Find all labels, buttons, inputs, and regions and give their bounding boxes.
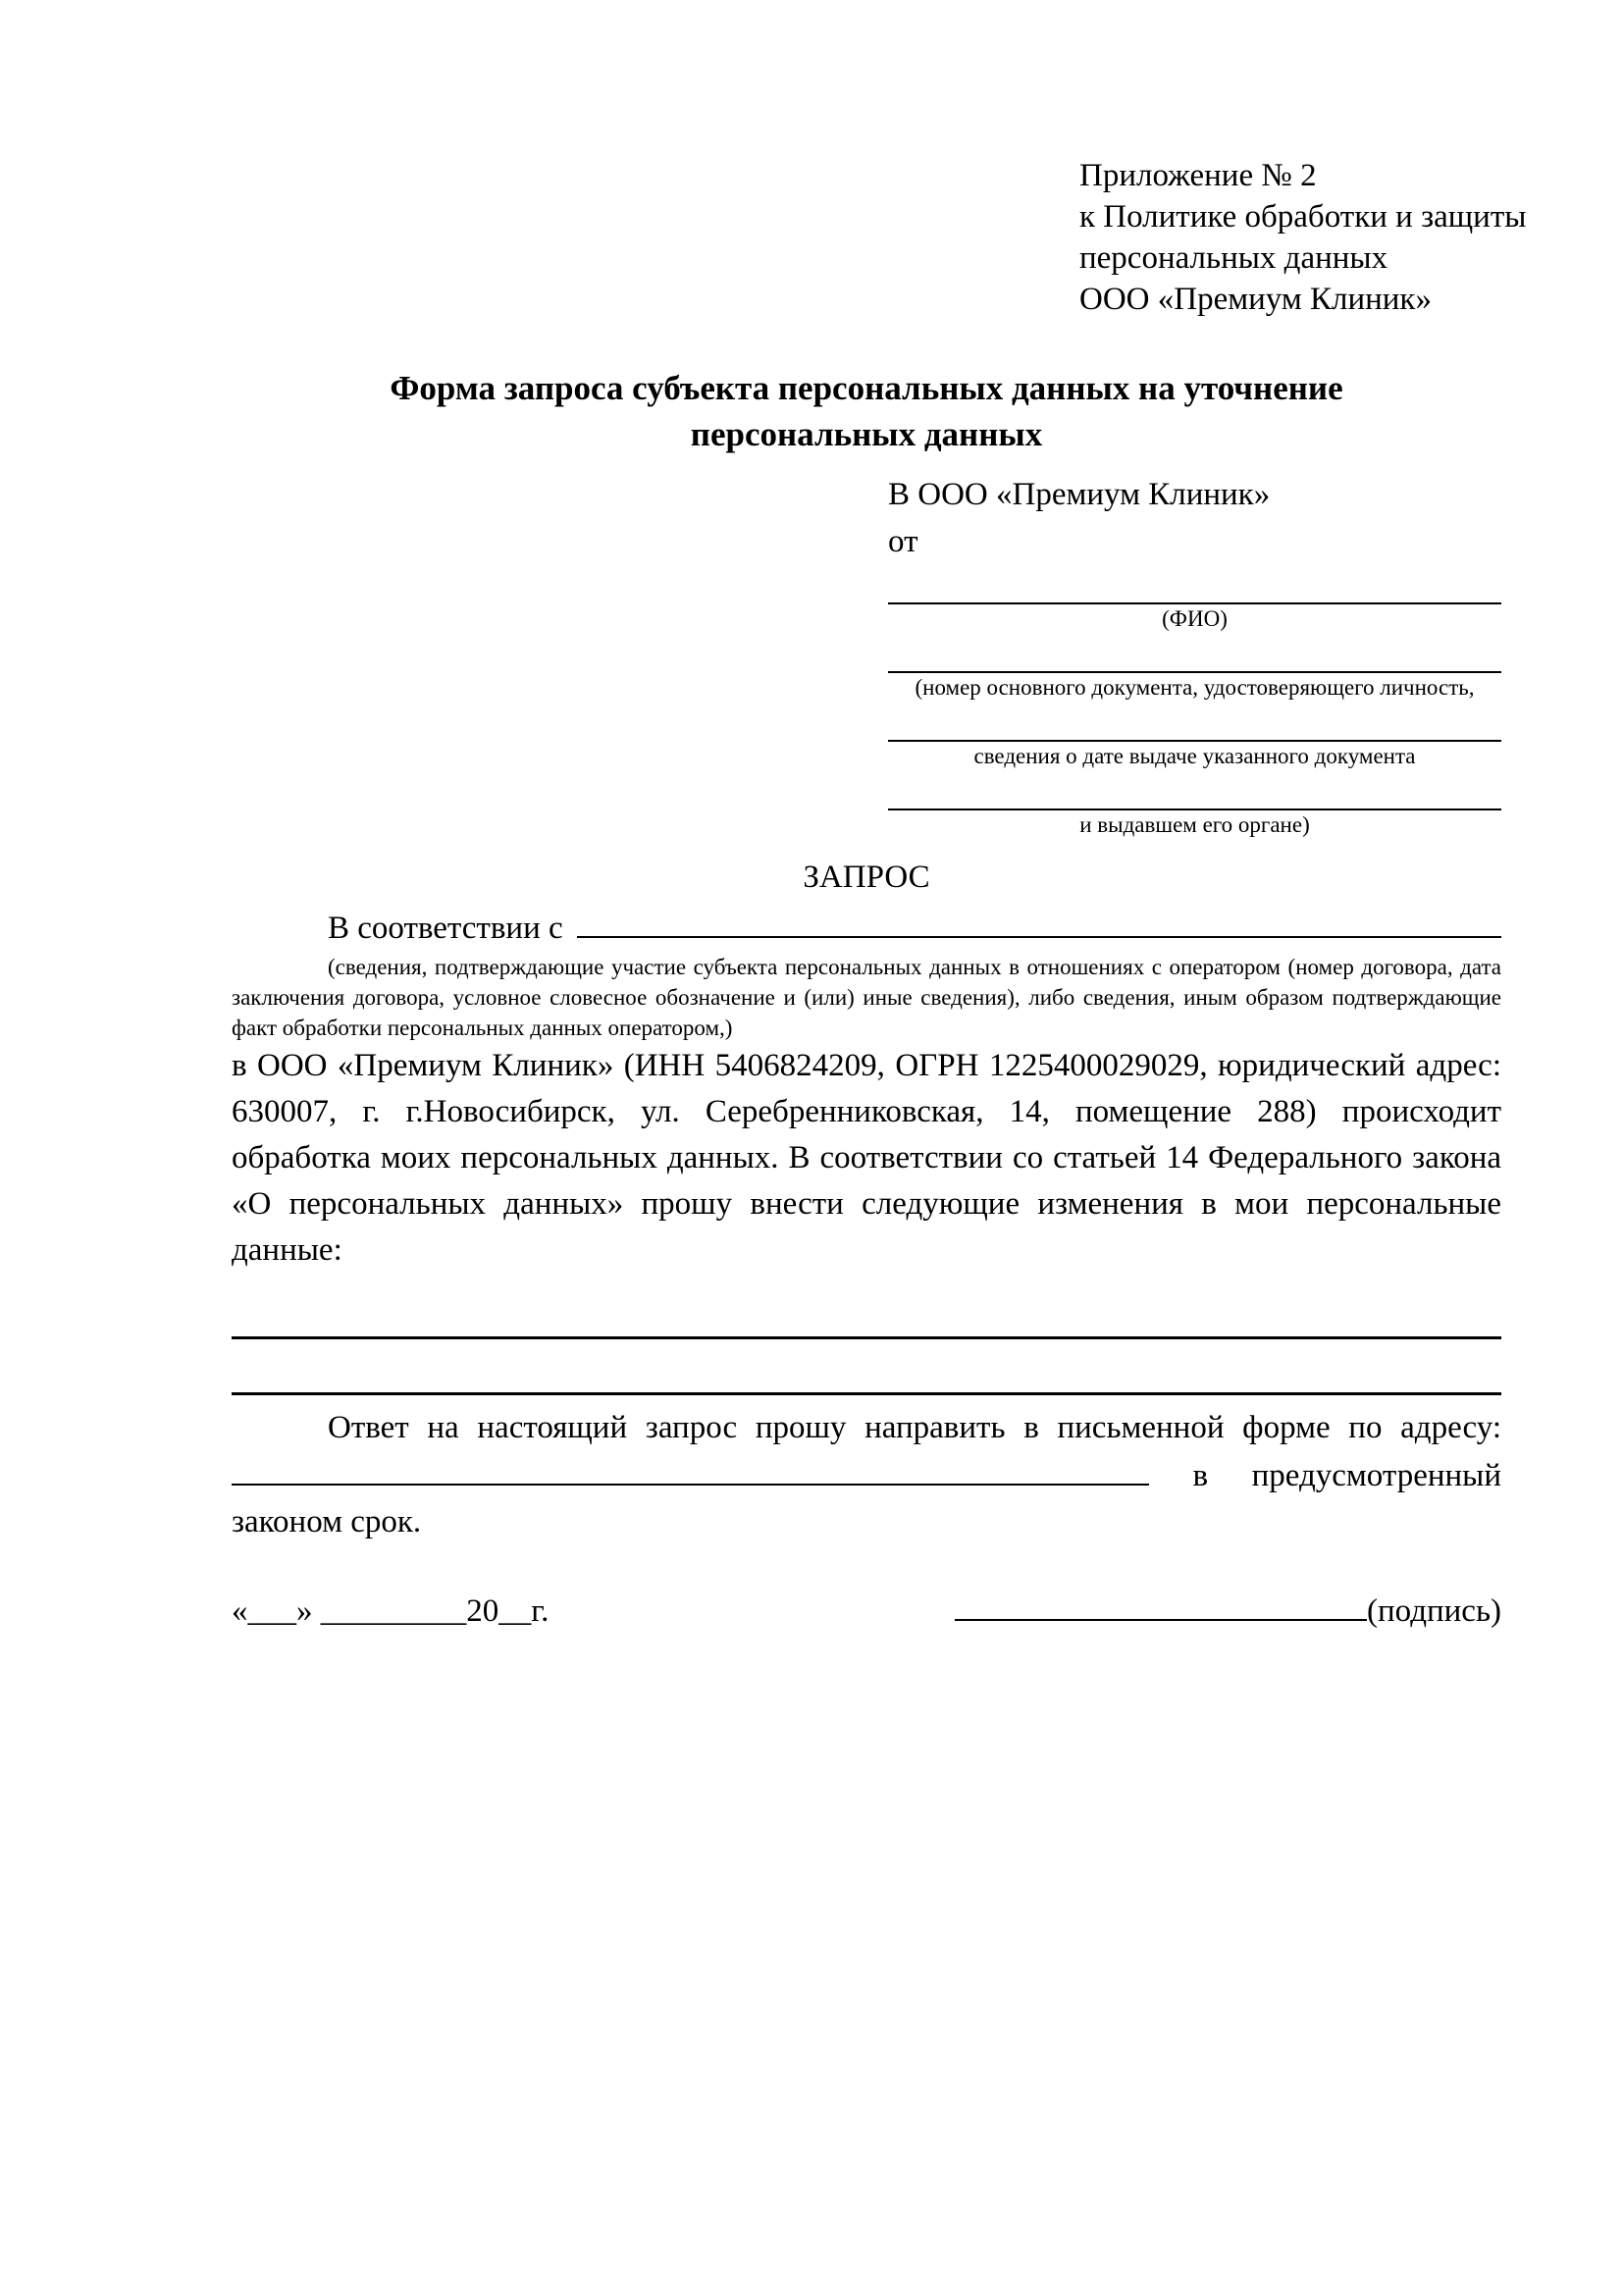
document-issue-date-caption: сведения о дате выдаче указанного документа bbox=[973, 744, 1416, 768]
document-number-caption: (номер основного документа, удостоверяющего личность, bbox=[915, 675, 1475, 700]
changes-blank-line-2 bbox=[232, 1339, 1501, 1395]
signature-group bbox=[955, 1587, 1501, 1635]
date-signature-row bbox=[232, 1587, 1501, 1635]
document-number-blank-line bbox=[888, 646, 1501, 673]
address-blank-line bbox=[232, 1451, 1149, 1486]
appendix-block bbox=[1079, 155, 1527, 320]
document-issuer-field bbox=[888, 783, 1501, 840]
request-body-paragraph: в ООО «Премиум Клиник» (ИНН 5406824209, ОГРН 1225400029029, юридический адрес: 630007, г. г.Новосибирск, ул. Серебренниковская, 14, помещение 288) происходит обработка моих персональных данных. В соответствии со статьей 14 Федерального закона «О персональных данных» прошу внести следующие изменения в мои персональные данные: bbox=[232, 1048, 1501, 1268]
date-blank: «___» _________20__г. bbox=[232, 1593, 550, 1629]
addressee-from-label: от bbox=[888, 524, 918, 559]
answer-text-before: Ответ на настоящий запрос прошу направить в письменной форме по адресу: bbox=[328, 1410, 1501, 1445]
signature-caption: (подпись) bbox=[1367, 1593, 1501, 1629]
request-heading: ЗАПРОС bbox=[803, 860, 930, 895]
addressee-block bbox=[888, 471, 1501, 840]
appendix-line-2: к Политике обработки и защиты bbox=[1079, 199, 1527, 235]
accordance-blank-line bbox=[577, 903, 1501, 938]
document-issuer-blank-line bbox=[888, 783, 1501, 810]
answer-text-after: в предусмотренный законом срок. bbox=[232, 1458, 1501, 1539]
document-issuer-caption: и выдавшем его органе) bbox=[1079, 812, 1310, 837]
accordance-lead: В соответствии с bbox=[328, 911, 563, 946]
changes-blank-line-1 bbox=[232, 1283, 1501, 1339]
fio-blank-line bbox=[888, 577, 1501, 604]
document-title: Форма запроса субъекта персональных данных на уточнение персональных данных bbox=[390, 369, 1343, 453]
addressee-to: В ООО «Премиум Клиник» bbox=[888, 477, 1271, 512]
appendix-line-4: ООО «Премиум Клиник» bbox=[1079, 282, 1432, 317]
answer-paragraph bbox=[232, 1405, 1501, 1545]
signature-blank-line bbox=[955, 1587, 1367, 1621]
document-number-field bbox=[888, 646, 1501, 703]
document-issue-date-field bbox=[888, 714, 1501, 771]
fio-field bbox=[888, 577, 1501, 634]
appendix-line-1: Приложение № 2 bbox=[1079, 158, 1317, 193]
fio-caption: (ФИО) bbox=[1162, 606, 1228, 631]
accordance-line bbox=[232, 903, 1501, 952]
accordance-caption: (сведения, подтверждающие участие субъекта персональных данных в отношениях с оператором (номер договора, дата заключения договора, условное словесное обозначение и (или) иные сведения), либо сведения, иным образом подтверждающие факт обработки персональных данных оператором,) bbox=[232, 955, 1501, 1040]
appendix-line-3: персональных данных bbox=[1079, 240, 1388, 276]
document-issue-date-blank-line bbox=[888, 714, 1501, 742]
